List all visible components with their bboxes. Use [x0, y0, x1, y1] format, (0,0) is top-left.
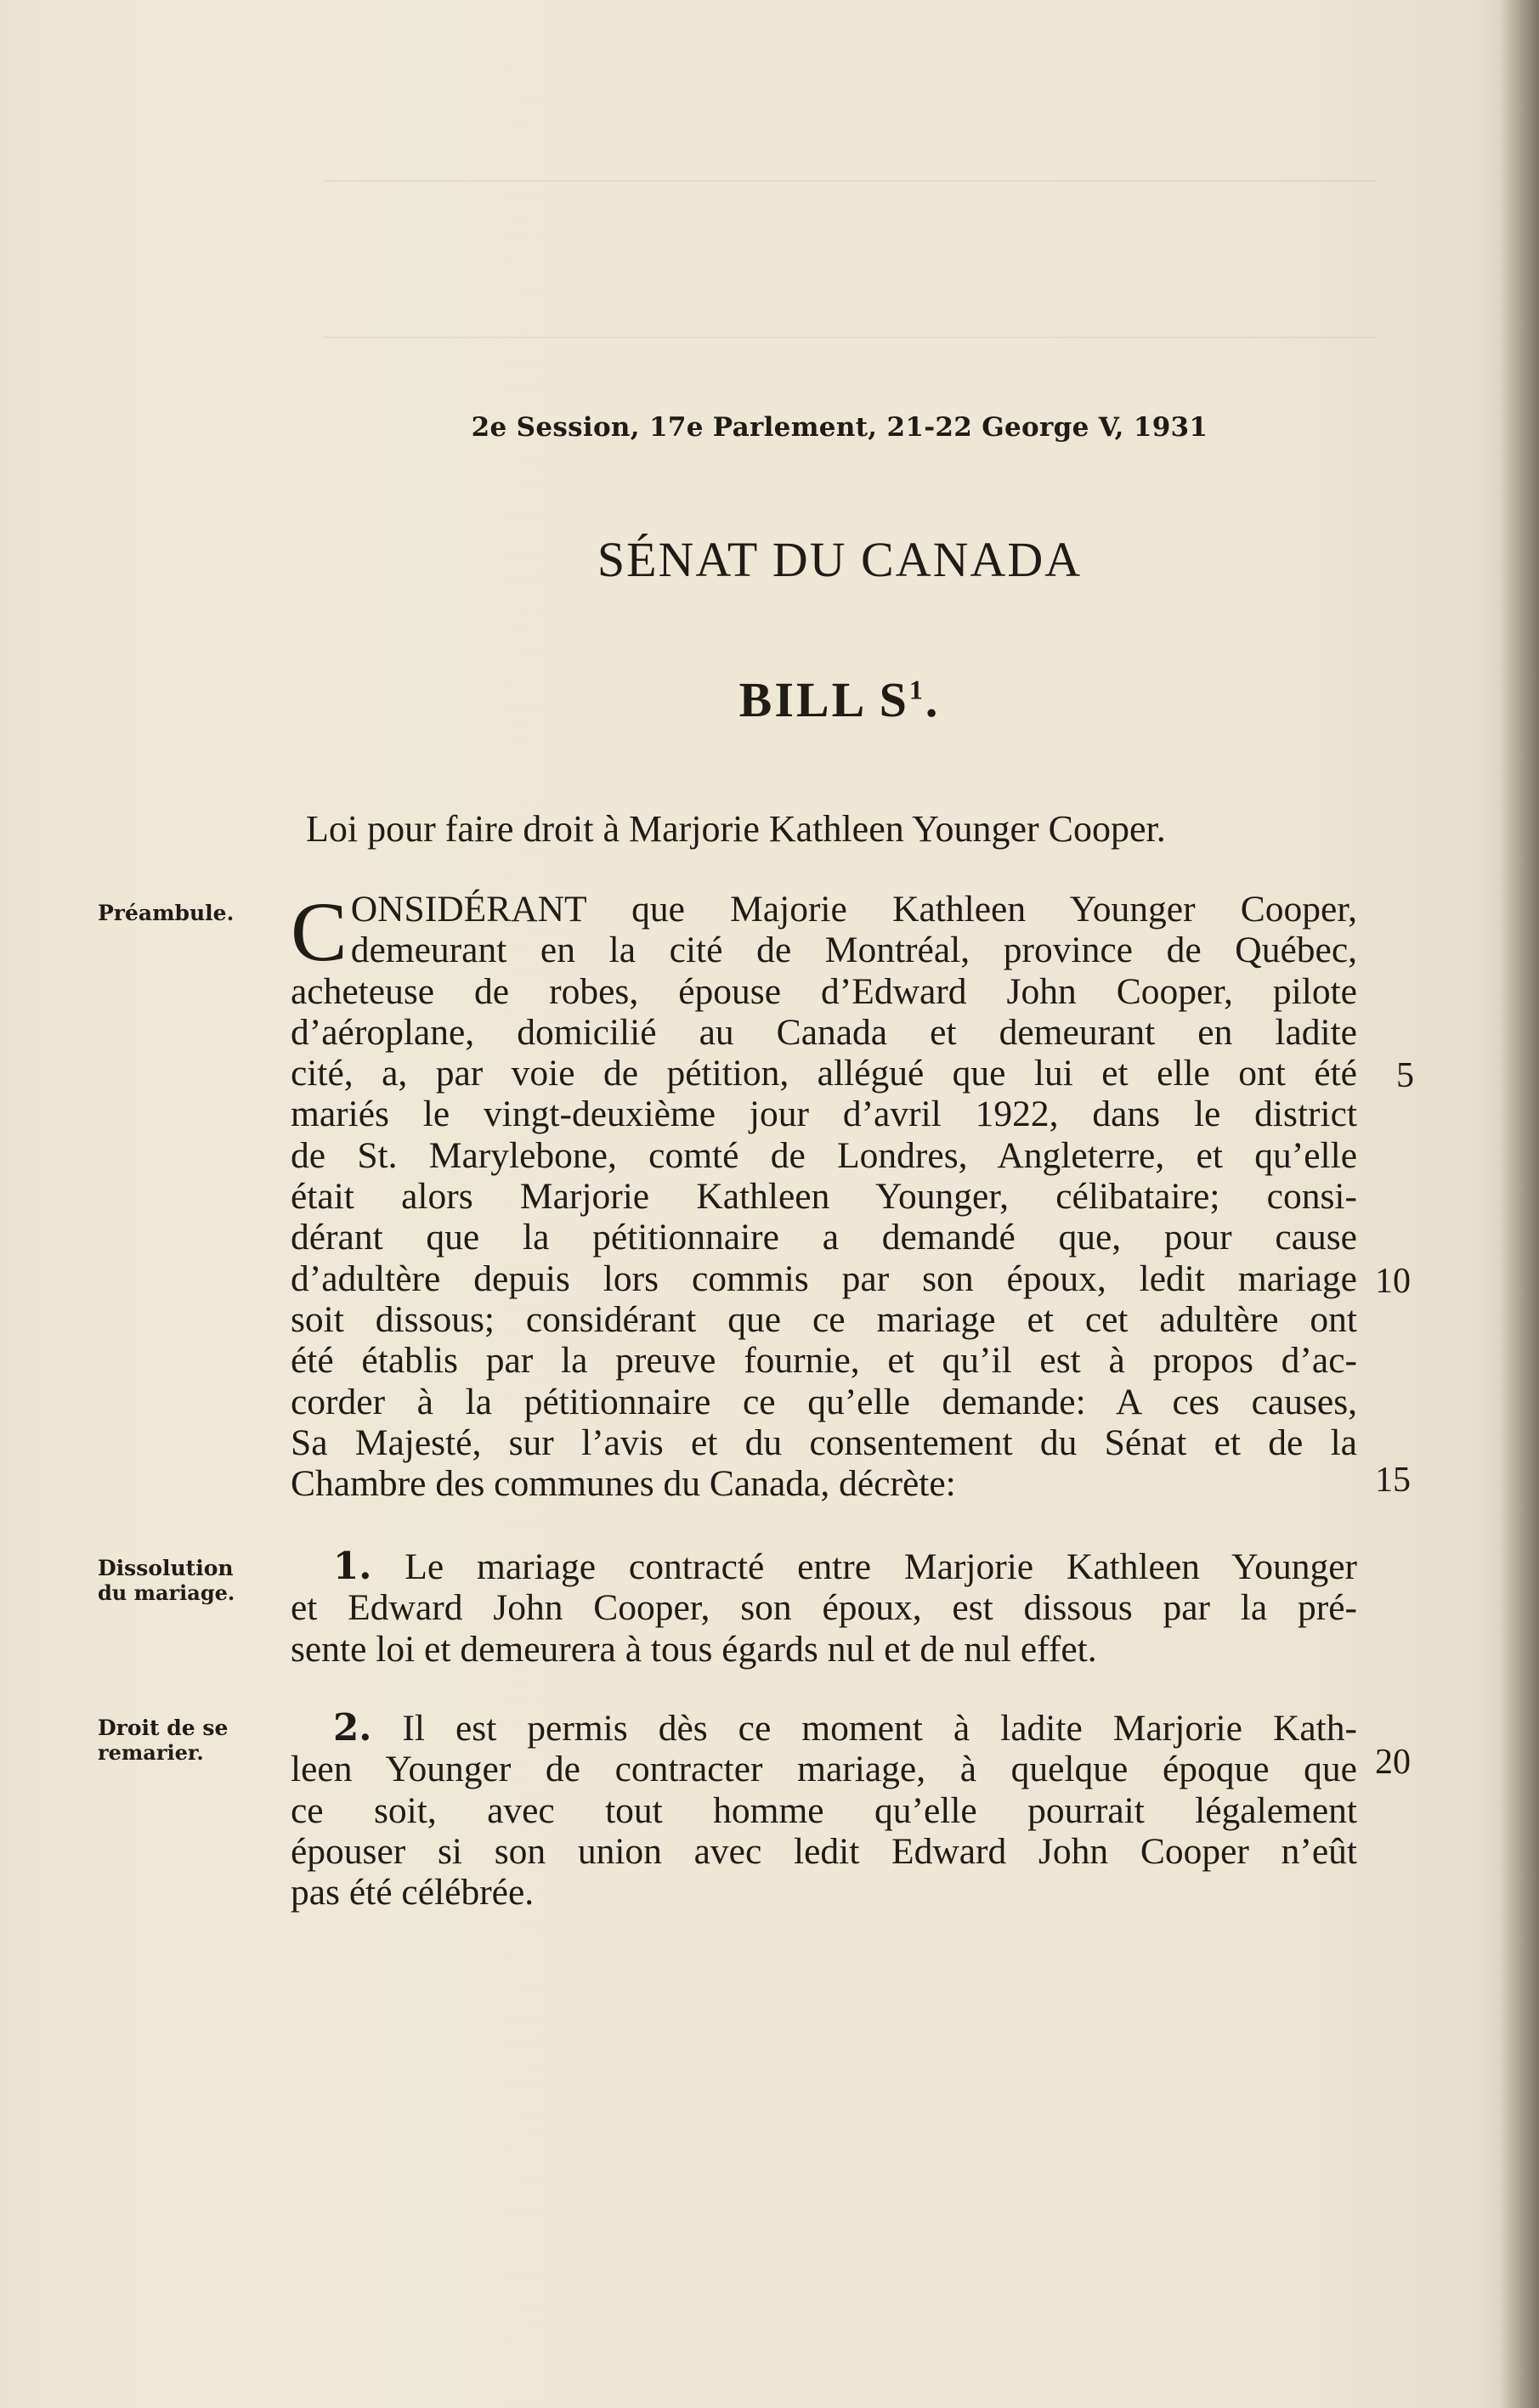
section-2-line-text: Il est permis dès ce moment à ladite Marjorie Kath-	[402, 1708, 1357, 1749]
preamble-paragraph	[291, 885, 1357, 1505]
page-edge-shadow	[1500, 0, 1539, 2408]
show-through-rule-top	[323, 180, 1377, 182]
margin-note-remarry-line1: Droit de se	[98, 1716, 229, 1740]
preamble-line: Sa Majesté, sur l’avis et du consentement du Sénat et de la	[291, 1422, 1357, 1463]
preamble-drop-cap: C	[291, 885, 348, 979]
preamble-line: d’aéroplane, domicilié au Canada et demeurant en ladite	[291, 1011, 1357, 1053]
section-2-line: épouser si son union avec ledit Edward John Cooper n’eût	[291, 1830, 1357, 1872]
margin-note-remarry-line2: remarier.	[98, 1740, 204, 1765]
bill-suffix: .	[925, 672, 941, 727]
preamble-line: cité, a, par voie de pétition, allégué que lui et elle ont été	[291, 1053, 1357, 1094]
margin-note-preamble	[98, 901, 234, 925]
line-number-15: 15	[1375, 1461, 1411, 1500]
section-1-line: et Edward John Cooper, son époux, est dissous par la pré-	[291, 1587, 1357, 1629]
section-1-line-text: Le mariage contracté entre Marjorie Kathleen Younger	[405, 1546, 1358, 1587]
section-2-line: leen Younger de contracter mariage, à quelque époque que	[291, 1749, 1357, 1790]
bill-superscript: 1	[908, 674, 925, 705]
chamber-title: SÉNAT DU CANADA	[597, 532, 1083, 587]
show-through-rule-bottom	[323, 336, 1377, 338]
session-heading: 2e Session, 17e Parlement, 21-22 George V, 1931	[471, 412, 1208, 443]
section-1-line	[291, 1546, 1357, 1587]
preamble-line: corder à la pétitionnaire ce qu’elle demande: A ces causes,	[291, 1381, 1357, 1422]
preamble-line: Chambre des communes du Canada, décrète:	[291, 1463, 956, 1505]
preamble-line: ONSIDÉRANT que Majorie Kathleen Younger Cooper,	[350, 889, 1357, 930]
preamble-line: demeurant en la cité de Montréal, province de Québec,	[350, 930, 1357, 971]
section-2-paragraph	[291, 1708, 1357, 1913]
act-title: Loi pour faire droit à Marjorie Kathleen Younger Cooper.	[306, 808, 1166, 850]
preamble-line: de St. Marylebone, comté de Londres, Angleterre, et qu’elle	[291, 1134, 1357, 1176]
margin-note-preamble-text: Préambule.	[98, 901, 235, 925]
margin-note-dissolution-line2: du mariage.	[98, 1580, 235, 1605]
preamble-line: mariés le vingt-deuxième jour d’avril 1922, dans le district	[291, 1094, 1357, 1135]
section-2-line: pas été célébrée.	[291, 1872, 535, 1913]
line-number-10: 10	[1375, 1262, 1411, 1301]
section-2-number: 2.	[333, 1706, 372, 1749]
preamble-line: soit dissous; considérant que ce mariage et cet adultère ont	[291, 1298, 1357, 1340]
preamble-line: été établis par la preuve fournie, et qu’il est à propos d’ac-	[291, 1340, 1357, 1382]
margin-note-dissolution	[98, 1556, 235, 1605]
preamble-line: dérant que la pétitionnaire a demandé que, pour cause	[291, 1217, 1357, 1258]
line-number-5: 5	[1396, 1056, 1414, 1095]
section-2-line	[291, 1708, 1357, 1749]
margin-note-dissolution-line1: Dissolution	[98, 1556, 234, 1580]
margin-note-remarry	[98, 1716, 228, 1765]
bill-number	[0, 671, 1539, 728]
section-2-line: ce soit, avec tout homme qu’elle pourrait légalement	[291, 1789, 1357, 1831]
section-1-paragraph	[291, 1546, 1357, 1670]
line-number-20: 20	[1375, 1743, 1411, 1782]
bill-label: BILL S	[738, 672, 909, 727]
preamble-line: acheteuse de robes, épouse d’Edward John Cooper, pilote	[291, 970, 1357, 1012]
preamble-line: d’adultère depuis lors commis par son époux, ledit mariage	[291, 1258, 1357, 1299]
section-1-number: 1.	[333, 1545, 372, 1588]
section-1-line: sente loi et demeurera à tous égards nul et de nul effet.	[291, 1628, 1097, 1670]
preamble-line: était alors Marjorie Kathleen Younger, célibataire; consi-	[291, 1176, 1357, 1218]
